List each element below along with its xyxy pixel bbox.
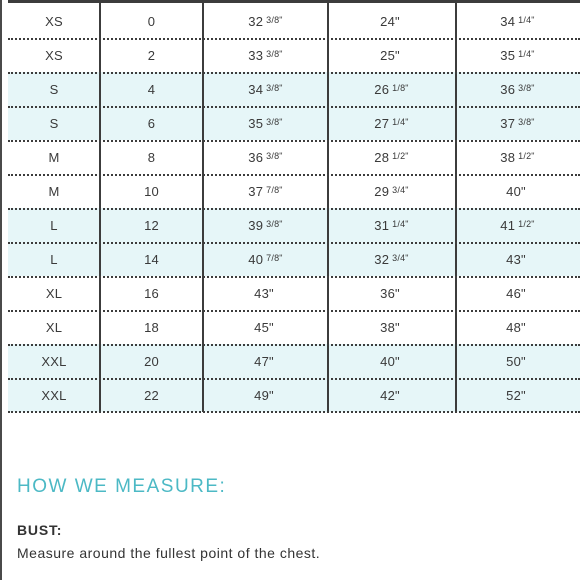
size-cell [8,174,100,208]
whole-value: 27 [374,115,390,131]
row-divider [8,72,580,74]
whole-value: 43" [506,251,526,267]
measure-cell-3 [455,174,580,208]
number-cell [100,378,203,412]
whole-value: 32 [248,13,264,29]
whole-value: 31 [374,217,390,233]
whole-value: 35 [500,47,516,63]
table-row [8,72,580,106]
measure-cell-2 [328,242,455,276]
measure-cell-2 [328,38,455,72]
size-number: 4 [147,81,156,97]
whole-value: 50" [506,353,526,369]
measure-cell-1 [203,242,328,276]
number-cell [100,72,203,106]
fraction-value: 1/4" [518,15,535,25]
measure-cell-2 [328,4,455,38]
table-row [8,276,580,310]
fraction-value: 3/8" [266,117,283,127]
measure-cell-3 [455,310,580,344]
measure-cell-3 [455,378,580,412]
measure-cell-2 [328,344,455,378]
measure-cell-2 [328,174,455,208]
fraction-value: 3/8" [266,83,283,93]
measure-cell-1 [203,72,328,106]
size-cell [8,208,100,242]
whole-value: 29 [374,183,390,199]
fraction-value: 7/8" [266,253,283,263]
size-label: M [48,183,60,199]
row-divider [8,378,580,380]
measure-cell-3 [455,38,580,72]
size-cell [8,344,100,378]
number-cell [100,174,203,208]
size-cell [8,242,100,276]
whole-value: 34 [500,13,516,29]
measure-cell-3 [455,276,580,310]
table-row [8,344,580,378]
table-row [8,378,580,412]
size-number: 22 [144,387,159,403]
size-cell [8,276,100,310]
table-row [8,4,580,38]
measure-cell-2 [328,72,455,106]
whole-value: 40" [506,183,526,199]
measure-cell-2 [328,310,455,344]
table-row [8,38,580,72]
fraction-value: 3/8" [518,117,535,127]
size-cell [8,106,100,140]
measure-cell-1 [203,208,328,242]
size-number: 0 [147,13,156,29]
row-divider [8,106,580,108]
measure-cell-2 [328,208,455,242]
measure-cell-1 [203,140,328,174]
measure-cell-3 [455,140,580,174]
whole-value: 24" [380,13,400,29]
fraction-value: 1/2" [518,151,535,161]
fraction-value: 1/8" [392,83,409,93]
table-row [8,310,580,344]
size-number: 2 [147,47,156,63]
size-number: 14 [144,251,159,267]
whole-value: 52" [506,387,526,403]
size-number: 16 [144,285,159,301]
size-number: 8 [147,149,156,165]
table-top-border [8,0,580,3]
table-row [8,140,580,174]
whole-value: 45" [254,319,274,335]
size-label: XL [45,319,63,335]
table-row [8,174,580,208]
measure-cell-3 [455,106,580,140]
page-left-border [0,0,2,580]
size-label: XS [45,13,63,29]
fraction-value: 3/8" [266,219,283,229]
size-label: XL [45,285,63,301]
row-divider [8,208,580,210]
fraction-value: 1/2" [518,219,535,229]
measure-cell-1 [203,310,328,344]
whole-value: 48" [506,319,526,335]
measure-cell-3 [455,208,580,242]
whole-value: 34 [248,81,264,97]
size-cell [8,72,100,106]
whole-value: 47" [254,353,274,369]
row-divider [8,411,580,413]
table-row [8,242,580,276]
table-row [8,106,580,140]
whole-value: 35 [248,115,264,131]
measure-cell-2 [328,140,455,174]
size-chart-table [8,0,580,412]
fraction-value: 3/8" [518,83,535,93]
whole-value: 40" [380,353,400,369]
size-label: M [48,149,60,165]
whole-value: 41 [500,217,516,233]
size-label: XXL [41,387,67,403]
measure-cell-3 [455,242,580,276]
measure-cell-1 [203,378,328,412]
measure-cell-1 [203,276,328,310]
measure-cell-2 [328,378,455,412]
size-label: L [50,251,58,267]
how-we-measure-heading: HOW WE MEASURE: [17,476,227,497]
bust-label: BUST: [17,522,63,538]
whole-value: 33 [248,47,264,63]
whole-value: 46" [506,285,526,301]
fraction-value: 3/4" [392,185,409,195]
number-cell [100,4,203,38]
size-label: S [49,115,59,131]
whole-value: 38" [380,319,400,335]
fraction-value: 1/4" [392,117,409,127]
size-cell [8,378,100,412]
whole-value: 36" [380,285,400,301]
number-cell [100,276,203,310]
size-label: XS [45,47,63,63]
size-cell [8,310,100,344]
column-divider [455,0,457,412]
whole-value: 42" [380,387,400,403]
number-cell [100,140,203,174]
whole-value: 39 [248,217,264,233]
number-cell [100,208,203,242]
whole-value: 32 [374,251,390,267]
size-label: S [49,81,59,97]
measure-cell-1 [203,4,328,38]
measure-cell-3 [455,72,580,106]
column-divider [202,0,204,412]
number-cell [100,106,203,140]
whole-value: 49" [254,387,274,403]
measure-cell-1 [203,38,328,72]
row-divider [8,276,580,278]
column-divider [99,0,101,412]
number-cell [100,310,203,344]
whole-value: 36 [248,149,264,165]
measure-cell-1 [203,344,328,378]
bust-description: Measure around the fullest point of the chest. [17,545,321,561]
size-number: 10 [144,183,159,199]
whole-value: 26 [374,81,390,97]
measure-cell-2 [328,106,455,140]
fraction-value: 7/8" [266,185,283,195]
size-cell [8,4,100,38]
row-divider [8,344,580,346]
measure-cell-2 [328,276,455,310]
size-number: 6 [147,115,156,131]
measure-cell-3 [455,344,580,378]
size-number: 12 [144,217,159,233]
number-cell [100,38,203,72]
whole-value: 37 [248,183,264,199]
measure-cell-1 [203,106,328,140]
row-divider [8,140,580,142]
whole-value: 37 [500,115,516,131]
fraction-value: 1/2" [392,151,409,161]
row-divider [8,38,580,40]
whole-value: 38 [500,149,516,165]
fraction-value: 3/8" [266,49,283,59]
size-label: L [50,217,58,233]
size-label: XXL [41,353,67,369]
number-cell [100,242,203,276]
fraction-value: 3/8" [266,151,283,161]
table-row [8,208,580,242]
whole-value: 43" [254,285,274,301]
size-number: 18 [144,319,159,335]
size-cell [8,38,100,72]
whole-value: 25" [380,47,400,63]
whole-value: 28 [374,149,390,165]
size-number: 20 [144,353,159,369]
column-divider [327,0,329,412]
size-cell [8,140,100,174]
fraction-value: 3/8" [266,15,283,25]
fraction-value: 3/4" [392,253,409,263]
fraction-value: 1/4" [392,219,409,229]
measure-cell-1 [203,174,328,208]
fraction-value: 1/4" [518,49,535,59]
row-divider [8,310,580,312]
row-divider [8,174,580,176]
whole-value: 36 [500,81,516,97]
whole-value: 40 [248,251,264,267]
number-cell [100,344,203,378]
measure-cell-3 [455,4,580,38]
row-divider [8,242,580,244]
